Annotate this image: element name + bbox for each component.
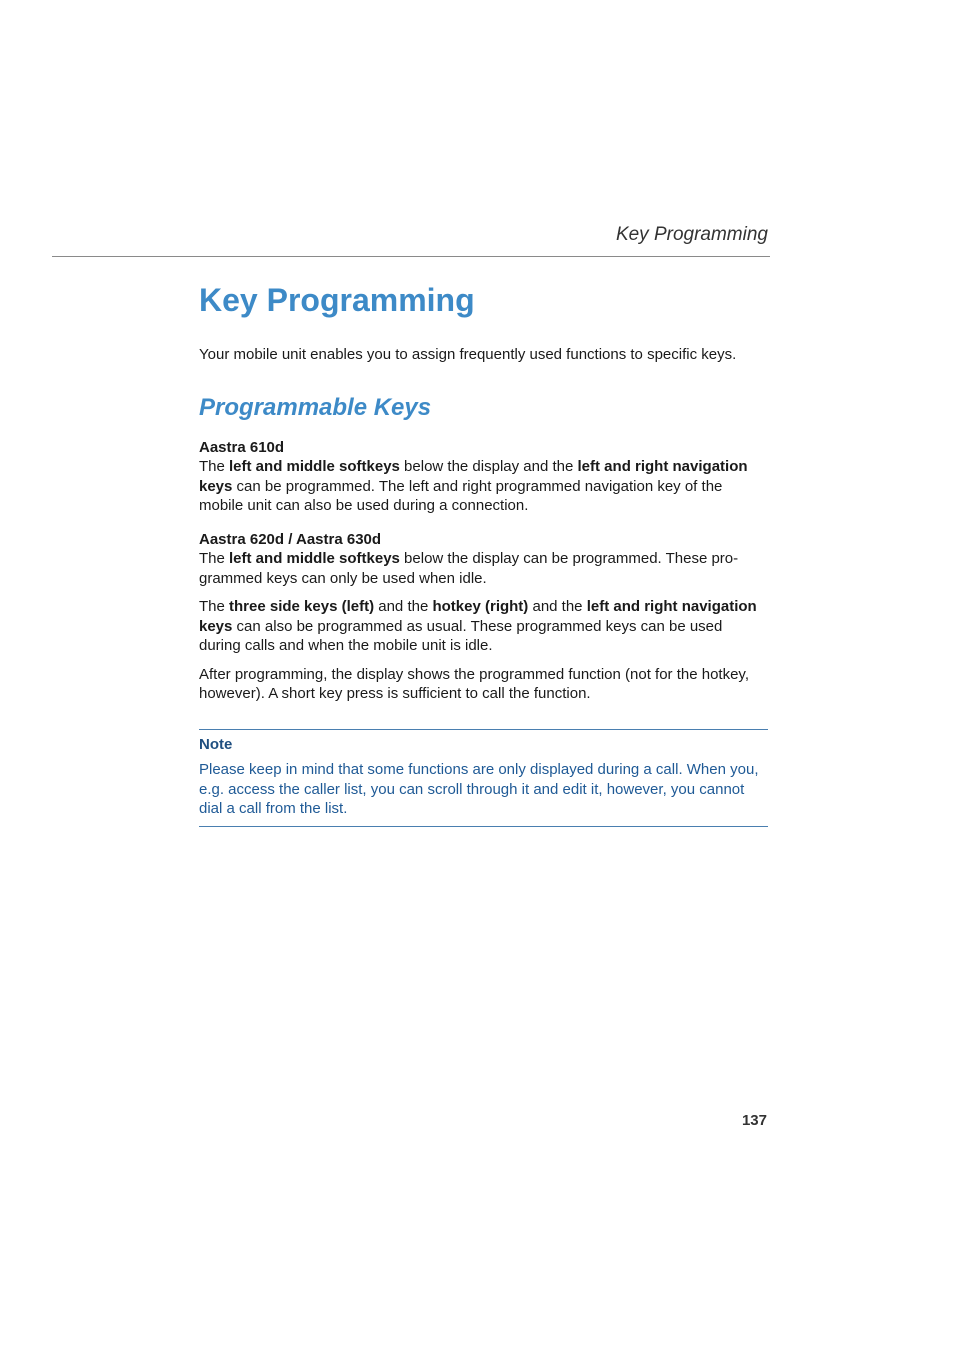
text-run: The bbox=[199, 598, 230, 615]
intro-paragraph: Your mobile unit enables you to assign frequently used functions to specific keys. bbox=[199, 346, 737, 363]
text-run: below the display and the bbox=[399, 458, 578, 475]
text-run: and the bbox=[528, 598, 587, 615]
paragraph-610d bbox=[199, 457, 768, 516]
paragraph-620d-1 bbox=[199, 549, 768, 588]
text-run: below the display can be programmed. These pro-grammed keys can only be used when idle. bbox=[199, 550, 739, 587]
bold-run: left and middle softkeys bbox=[229, 458, 400, 475]
note-box bbox=[199, 729, 768, 827]
page-content bbox=[199, 280, 768, 827]
text-run: The bbox=[199, 458, 230, 475]
paragraph-620d-2 bbox=[199, 597, 768, 656]
header-divider bbox=[52, 256, 770, 257]
text-run: The bbox=[199, 550, 230, 567]
text-run: and the bbox=[374, 598, 433, 615]
bold-run: left and right navigation keys bbox=[199, 458, 748, 495]
note-text: Please keep in mind that some functions are only displayed during a call. When you, e.g. access the caller list, you can scroll through it and edit it, however, you cannot dial a call from the list. bbox=[199, 761, 759, 817]
bold-run: left and right navigation keys bbox=[199, 598, 757, 635]
paragraph-620d-3: After programming, the display shows the programmed function (not for the hotkey, however). A short key press is sufficient to call the function. bbox=[199, 665, 749, 702]
subheading-aastra-620d-630d: Aastra 620d / Aastra 630d bbox=[199, 530, 382, 548]
bold-run: three side keys (left) bbox=[229, 598, 375, 615]
bold-run: hotkey (right) bbox=[432, 598, 529, 615]
text-run: can be programmed. The left and right programmed navigation key of the mobile unit can also be used during a connection. bbox=[199, 477, 723, 514]
subheading-aastra-610d: Aastra 610d bbox=[199, 438, 285, 456]
running-header: Key Programming bbox=[615, 224, 768, 245]
note-title: Note bbox=[199, 735, 233, 753]
page-number: 137 bbox=[741, 1112, 767, 1129]
page-title: Key Programming bbox=[199, 282, 475, 318]
section-heading: Programmable Keys bbox=[199, 393, 432, 421]
text-run: can also be programmed as usual. These programmed keys can be used during calls and when the mobile unit is idle. bbox=[199, 617, 723, 654]
bold-run: left and middle softkeys bbox=[229, 550, 400, 567]
